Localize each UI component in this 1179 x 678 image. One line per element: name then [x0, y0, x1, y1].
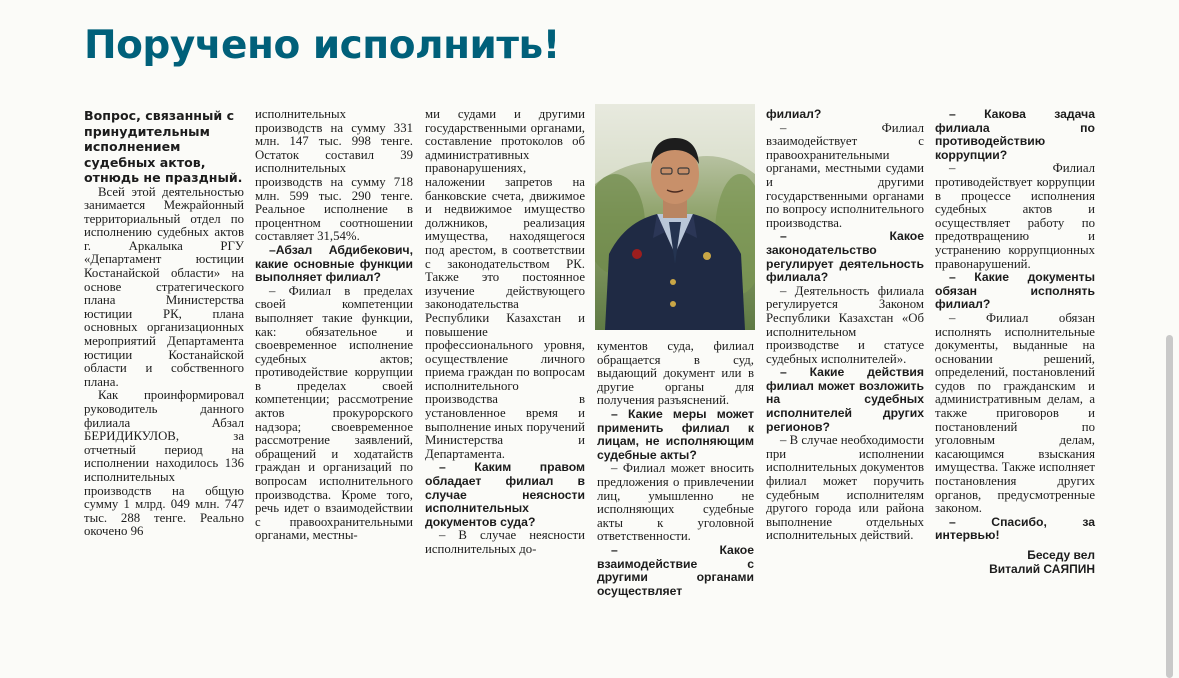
- article-lead: Вопрос, связанный с принудительным исполнением судебных актов, отнюдь не праздный.: [84, 108, 243, 185]
- interview-question: – Какое взаимодействие с другими органами осуществляет: [597, 542, 754, 598]
- article-column-2: [255, 108, 413, 543]
- article-column-1: [84, 108, 244, 539]
- interview-answer: кументов суда, филиал обращается в суд, выдающий документ или в другие органы для получения разъяснений.: [597, 339, 754, 408]
- article-paragraph: Как проинформировал руководитель данного филиала Абзал БЕРИДИКУЛОВ, за отчетный период на исполнении находилось 136 исполнительных производств на общую сумму 1 млрд. 049 млн. 747 тыс. 288 тенге. Реально окочено 96: [84, 388, 244, 539]
- article-column-5: [766, 108, 924, 543]
- article-column-6: [935, 108, 1095, 576]
- interview-answer: – Филиал противодействует коррупции в процессе исполнения судебных актов и осуществляет работу по предотвращению и устранению коррупционных правонарушений.: [935, 161, 1095, 271]
- interview-answer: – Деятельность филиала регулируется Законом Республики Казахстан «Об исполнительном производстве и статусе судебных исполнителей».: [766, 283, 924, 366]
- interview-answer: – В случае неясности исполнительных до-: [425, 528, 585, 556]
- interview-question: –Абзал Абдибекович, какие основные функции выполняет филиал?: [255, 242, 413, 285]
- interview-answer: – В случае необходимости при исполнении исполнительных документов филиал может поручить судебным исполнителям другого города или района выполнение отдельных исполнительных действий.: [766, 433, 924, 543]
- interview-question: – Какие документы обязан исполнять филиал?: [935, 270, 1095, 312]
- interview-answer: – Филиал в пределах своей компетенции выполняет такие функции, как: обязательное и своевременное исполнение судебных актов; противодействие коррупции в пределах своей компетенции; рассмотрение актов прокурорского надзора; своевременное рассмотрение заявлений, обращений и ходатайств граждан и организаций по вопросам исполнительного производства. Кроме того, речь идет о взаимодействии с правоохранительными органами, местны-: [255, 283, 413, 543]
- interview-question: – Какие меры может применить филиал к лицам, не исполняющим судебные акты?: [597, 406, 754, 462]
- interview-answer: – Филиал взаимодействует с правоохранительными органами, местными судами и другими государственными органами по вопросу исполнительного производства.: [766, 120, 924, 230]
- interview-question: филиал?: [766, 107, 822, 121]
- article-column-4: [597, 340, 754, 598]
- scrollbar[interactable]: [1166, 335, 1173, 678]
- article-paragraph: исполнительных производств на сумму 331 млн. 147 тыс. 998 тенге. Остаток составил 39 исполнительных производств на сумму 718 млн. 599 тыс. 290 тенге. Реальное исполнение в процентном соотношении составляет 31,54%.: [255, 107, 413, 244]
- interview-question: – Каким правом обладает филиал в случае неясности исполнительных документов суда?: [425, 460, 585, 529]
- portrait-photo: [595, 104, 755, 330]
- byline: [935, 549, 1095, 576]
- interview-answer: ми судами и другими государственными органами, составление протоколов об административных правонарушениях, наложении запретов на банковские счета, движимое и недвижимое имущество должников, реализация имущества, находящегося под арестом, в соответствии с законодательством РК. Также это постоянное изучение действующего законодательства Республики Казахстан и повышение профессионального уровня, осуществление личного приема граждан по вопросам исполнительного производства в установленное время и выполнение иных поручений Министерства и Департамента.: [425, 107, 585, 461]
- portrait-illustration: [595, 104, 755, 330]
- article-paragraph: Всей этой деятельностью занимается Межрайонный территориальный отдел по исполнению судебных актов г. Аркалыка РГУ «Департамент юстиции Костанайской области» на основе стратегического плана Министерства юстиции РК, плана основных организационных мероприятий Департамента юстиции Костанайской области и собственного плана.: [84, 184, 244, 389]
- article-column-3: [425, 108, 585, 557]
- byline-label: Беседу вел: [1027, 548, 1095, 562]
- interview-question: – Какие действия филиал может возложить на судебных исполнителей других регионов?: [766, 365, 924, 434]
- interview-answer: – Филиал обязан исполнять исполнительные документы, выданные на основании решений, определений, постановлений судов по гражданским и административным делам, а также приговоров и постановлений по уголовным делам, касающимся взыскания имущества. Также исполняет постановления других органов, предусмотренные законом.: [935, 310, 1095, 516]
- interview-answer: – Филиал может вносить предложения о привлечении лиц, умышленно не исполняющих судебные акты к уголовной ответственности.: [597, 461, 754, 544]
- interview-closing: – Спасибо, за интервью!: [935, 514, 1095, 543]
- interview-question: – Какова задача филиала по противодействию коррупции?: [935, 107, 1095, 162]
- headline: Поручено исполнить!: [84, 23, 560, 68]
- interview-question: – Какое законодательство регулирует деятельность филиала?: [766, 229, 924, 285]
- byline-author: Виталий САЯПИН: [989, 561, 1095, 576]
